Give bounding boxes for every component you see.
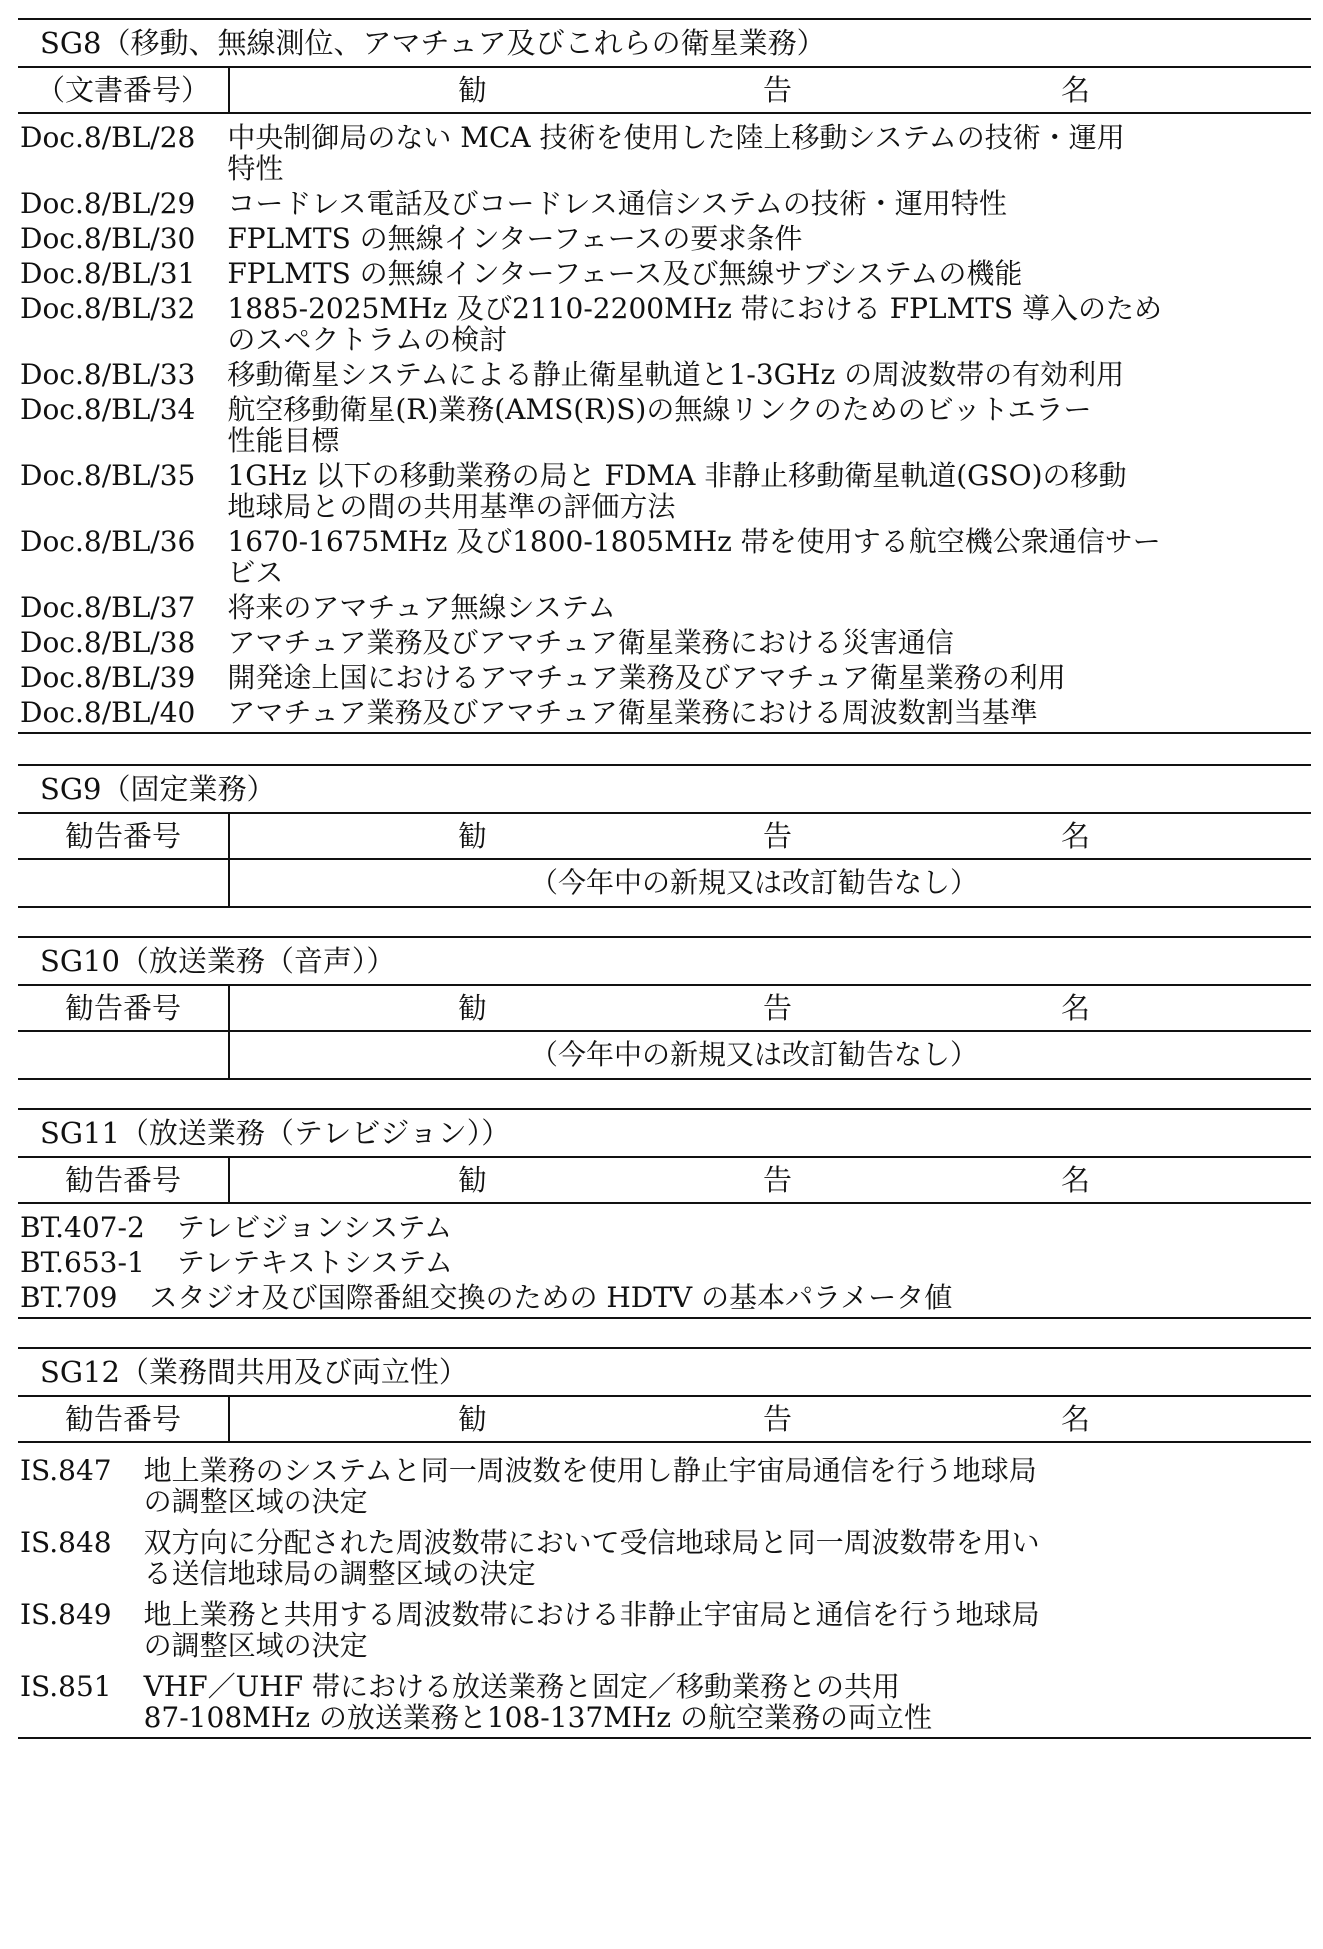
sg8-header-mei: 名 [1061, 73, 1091, 107]
sg9-header: 勧告番号 勧 告 名 [18, 814, 1311, 860]
table-row: Doc.8/BL/29 コードレス電話及びコードレス通信システムの技術・運用特性 [20, 187, 1007, 220]
sg8-header-koku: 告 [763, 73, 793, 107]
sg10-empty-row [18, 1032, 1311, 1078]
table-row: IS.847 地上業務のシステムと同一周波数を使用し静止宇宙局通信を行う地球局 の調整区域の決定 [20, 1454, 1037, 1518]
sg12-section [18, 1347, 1311, 1739]
sg8-header-kan: 勧 [458, 73, 488, 107]
sg10-header: 勧告番号 勧 告 名 [18, 986, 1311, 1032]
table-row: Doc.8/BL/38 アマチュア業務及びアマチュア衛星業務における災害通信 [20, 626, 954, 659]
table-row: Doc.8/BL/40 アマチュア業務及びアマチュア衛星業務における周波数割当基準 [20, 696, 1038, 729]
sg9-header-col1: 勧告番号 [18, 814, 230, 858]
document-page [18, 18, 1311, 1739]
table-row: Doc.8/BL/30 FPLMTS の無線インターフェースの要求条件 [20, 222, 803, 255]
sg12-title: SG12（業務間共用及び両立性） [18, 1349, 1311, 1397]
table-row: IS.848 双方向に分配された周波数帯において受信地球局と同一周波数帯を用い る送信地球局の調整区域の決定 [20, 1526, 1040, 1590]
table-row: Doc.8/BL/39 開発途上国におけるアマチュア業務及びアマチュア衛星業務の利用 [20, 661, 1066, 694]
sg9-empty-row [18, 860, 1311, 906]
sg10-section [18, 936, 1311, 1080]
sg12-header: 勧告番号 勧 告 名 [18, 1397, 1311, 1443]
table-row: Doc.8/BL/33 移動衛星システムによる静止衛星軌道と1-3GHz の周波数帯の有効利用 [20, 358, 1125, 391]
table-row: BT.653-1 テレテキストシステム [20, 1246, 453, 1279]
sg8-header-col1: （文書番号） [18, 68, 230, 112]
sg8-section [18, 18, 1311, 734]
sg12-header-col1: 勧告番号 [18, 1397, 230, 1441]
table-row: Doc.8/BL/36 1670-1675MHz 及び1800-1805MHz 帯を使用する航空機公衆通信サー ビス [20, 525, 1161, 589]
sg11-body [18, 1204, 1311, 1317]
sg8-body [18, 114, 1311, 732]
sg9-note: （今年中の新規又は改訂勧告なし） [530, 866, 979, 899]
table-row: BT.407-2 テレビジョンシステム [20, 1211, 453, 1244]
table-row: Doc.8/BL/32 1885-2025MHz 及び2110-2200MHz 帯における FPLMTS 導入のため のスペクトラムの検討 [20, 292, 1162, 356]
table-row: IS.851 VHF／UHF 帯における放送業務と固定／移動業務との共用 87-108MHz の放送業務と108-137MHz の航空業務の両立性 [20, 1670, 932, 1734]
table-row: BT.709 スタジオ及び国際番組交換のための HDTV の基本パラメータ値 [20, 1281, 953, 1314]
sg11-title: SG11（放送業務（テレビジョン）） [18, 1110, 1311, 1158]
sg9-title: SG9（固定業務） [18, 766, 1311, 814]
sg10-note: （今年中の新規又は改訂勧告なし） [530, 1038, 979, 1071]
sg10-title: SG10（放送業務（音声）） [18, 938, 1311, 986]
sg11-header: 勧告番号 勧 告 名 [18, 1158, 1311, 1204]
table-row: IS.849 地上業務と共用する周波数帯における非静止宇宙局と通信を行う地球局 の調整区域の決定 [20, 1598, 1040, 1662]
table-row: Doc.8/BL/34 航空移動衛星(R)業務(AMS(R)S)の無線リンクのためのビットエラー 性能目標 [20, 393, 1092, 457]
sg9-section [18, 764, 1311, 908]
sg11-header-col1: 勧告番号 [18, 1158, 230, 1202]
table-row: Doc.8/BL/37 将来のアマチュア無線システム [20, 591, 616, 624]
sg12-body [18, 1443, 1311, 1737]
table-row: Doc.8/BL/28 中央制御局のない MCA 技術を使用した陸上移動システムの技術・運用 特性 [20, 121, 1125, 185]
sg8-title: SG8（移動、無線測位、アマチュア及びこれらの衛星業務） [18, 20, 1311, 68]
sg10-header-col1: 勧告番号 [18, 986, 230, 1030]
sg8-header [18, 68, 1311, 114]
table-row: Doc.8/BL/35 1GHz 以下の移動業務の局と FDMA 非静止移動衛星軌道(GSO)の移動 地球局との間の共用基準の評価方法 [20, 459, 1127, 523]
sg11-section [18, 1108, 1311, 1319]
table-row: Doc.8/BL/31 FPLMTS の無線インターフェース及び無線サブシステムの機能 [20, 257, 1023, 290]
